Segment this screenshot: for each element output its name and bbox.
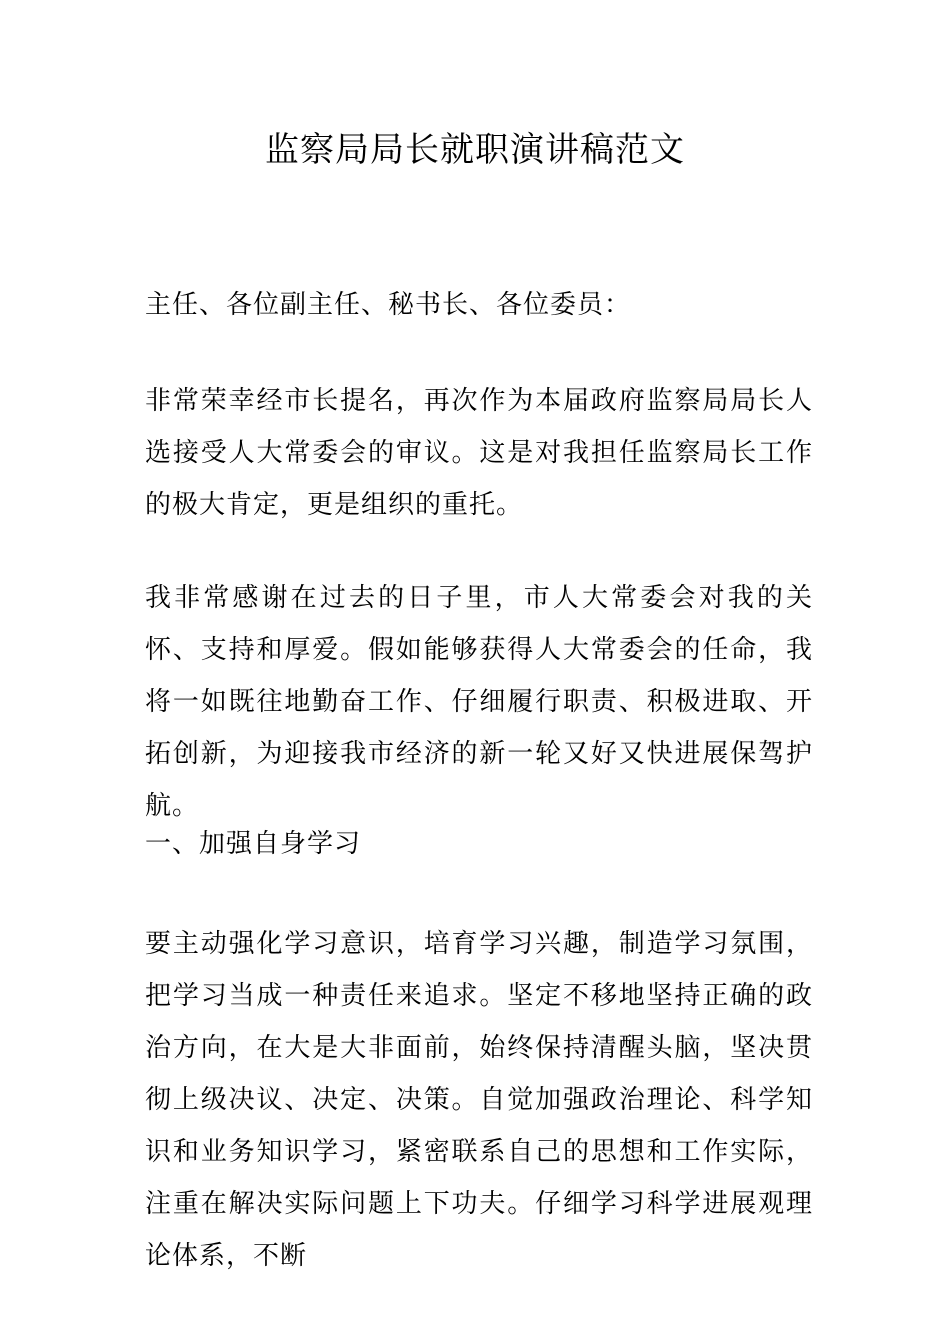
page-title: 监察局局长就职演讲稿范文 — [265, 130, 685, 170]
salutation-paragraph: 主任、各位副主任、秘书长、各位委员： — [145, 290, 632, 320]
intro-paragraph: 非常荣幸经市长提名，再次作为本届政府监察局局长人选接受人大常委会的审议。这是对我担任监察局长工作的极大肯定，更是组织的重托。 — [145, 386, 813, 520]
thanks-paragraph: 我非常感谢在过去的日子里，市人大常委会对我的关怀、支持和厚爱。假如能够获得人大常委会的任命，我将一如既往地勤奋工作、仔细履行职责、积极进取、开拓创新，为迎接我市经济的新一轮又好又快进展保驾护航。 — [145, 583, 813, 821]
study-paragraph: 要主动强化学习意识，培育学习兴趣，制造学习氛围，把学习当成一种责任来追求。坚定不移地坚持正确的政治方向，在大是大非面前，始终保持清醒头脑，坚决贯彻上级决议、决定、决策。自觉加强政治理论、科学知识和业务知识学习，紧密联系自己的思想和工作实际，注重在解决实际问题上下功夫。仔细学习科学进展观理论体系，不断 — [145, 929, 813, 1271]
section-heading: 一、加强自身学习 — [145, 829, 362, 859]
